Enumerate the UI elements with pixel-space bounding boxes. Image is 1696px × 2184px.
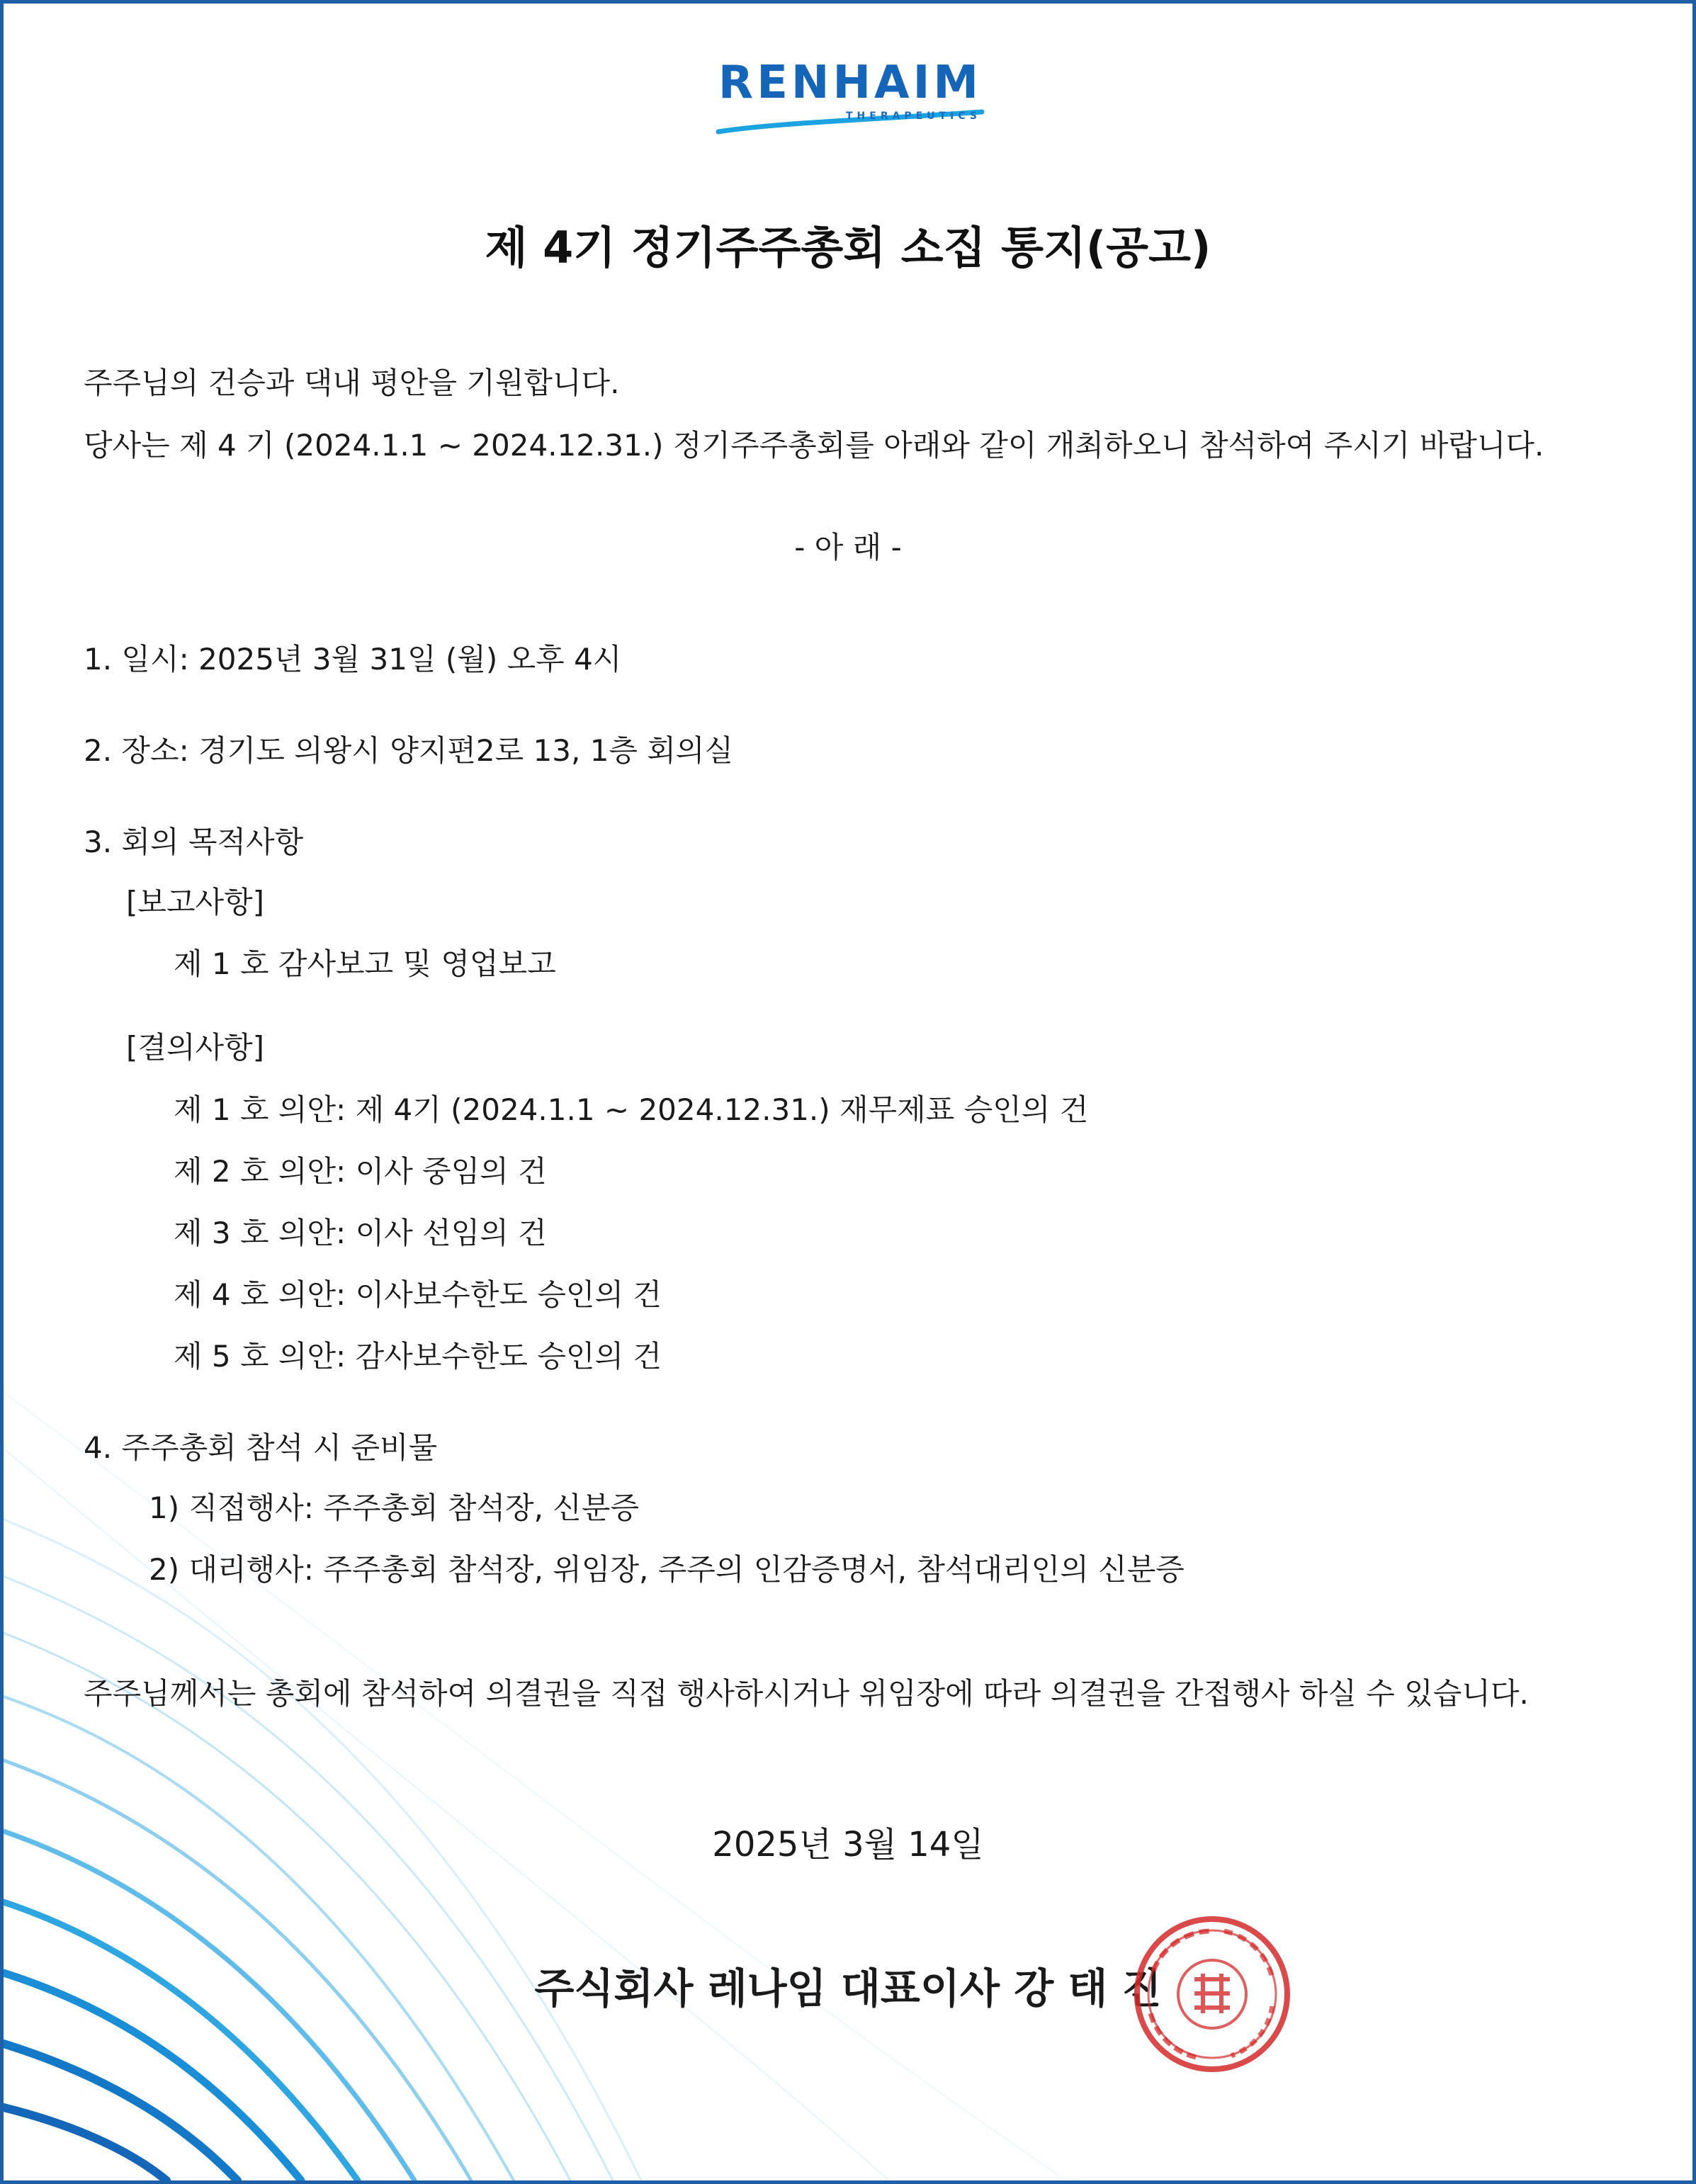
item-datetime: 1. 일시: 2025년 3월 31일 (월) 오후 4시: [84, 642, 622, 677]
resolution-item-5: 제 5 호 의안: 감사보수한도 승인의 건: [174, 1339, 662, 1374]
item-agenda-heading: 3. 회의 목적사항: [84, 825, 304, 859]
company-logo: [716, 57, 985, 135]
prep-item-2: 2) 대리행사: 주주총회 참석장, 위임장, 주주의 인감증명서, 참석대리인의 신분증: [149, 1552, 1185, 1587]
greeting-text: 주주님의 건승과 댁내 평안을 기원합니다.: [84, 366, 620, 400]
below-heading: - 아 래 -: [794, 530, 902, 565]
resolution-item-2: 제 2 호 의안: 이사 중임의 건: [174, 1154, 547, 1189]
item-prep-heading: 4. 주주총회 참석 시 준비물: [84, 1430, 438, 1465]
report-item-1: 제 1 호 감사보고 및 영업보고: [174, 946, 556, 981]
company-seal-stamp: [1132, 1914, 1292, 2074]
signature-line: 주식회사 레나임 대표이사 강 태 진: [534, 1964, 1162, 2013]
prep-item-1: 1) 직접행사: 주주총회 참석장, 신분증: [149, 1490, 640, 1525]
resolution-heading: [결의사항]: [126, 1030, 265, 1065]
resolution-item-4: 제 4 호 의안: 이사보수한도 승인의 건: [174, 1277, 662, 1312]
intro-text: 당사는 제 4 기 (2024.1.1 ~ 2024.12.31.) 정기주주총회를 아래와 같이 개최하오니 참석하여 주시기 바랍니다.: [84, 428, 1544, 463]
notice-title: 제 4기 정기주주총회 소집 통지(공고): [485, 222, 1211, 273]
item-place: 2. 장소: 경기도 의왕시 양지편2로 13, 1층 회의실: [84, 733, 734, 768]
voting-note: 주주님께서는 총회에 참석하여 의결권을 직접 행사하시거나 위임장에 따라 의결권을 간접행사 하실 수 있습니다.: [84, 1676, 1529, 1711]
logo-wordmark: RENHAIM: [718, 57, 983, 109]
notice-date: 2025년 3월 14일: [712, 1825, 984, 1865]
resolution-item-1: 제 1 호 의안: 제 4기 (2024.1.1 ~ 2024.12.31.) 재무제표 승인의 건: [174, 1092, 1089, 1127]
resolution-item-3: 제 3 호 의안: 이사 선임의 건: [174, 1216, 547, 1250]
logo-tagline: THERAPEUTICS: [845, 111, 981, 122]
report-heading: [보고사항]: [126, 885, 265, 920]
